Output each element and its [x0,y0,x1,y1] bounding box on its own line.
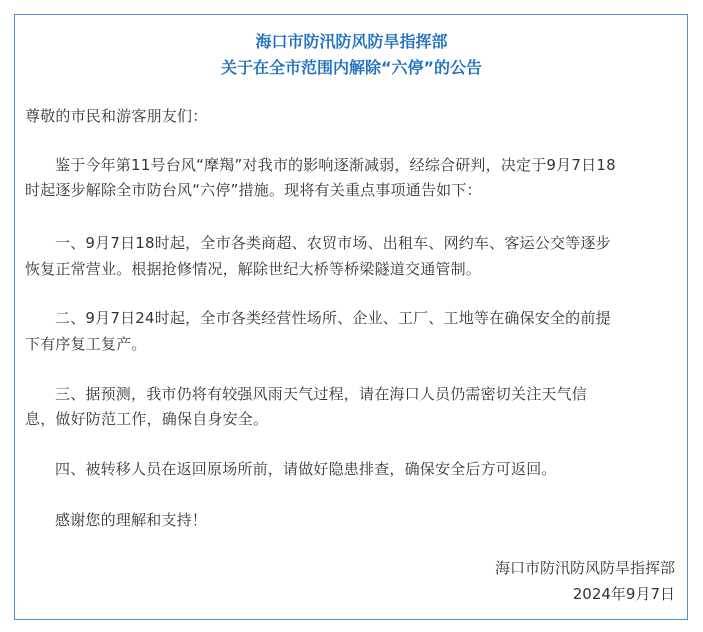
notice-title-issuer: 海口市防汛防风防旱指挥部 [255,32,448,51]
item-3-line2: 息，做好防范工作，确保自身安全。 [25,410,269,428]
signature-date: 2024年9月7日 [572,585,675,603]
item-1-line1: 一、9月7日18时起，全市各类商超、农贸市场、出租车、网约车、客运公交等逐步 [55,234,611,252]
intro-paragraph-line1: 鉴于今年第11号台风“摩羯”对我市的影响逐渐减弱，经综合研判，决定于9月7日18 [55,156,616,174]
item-2-line1: 二、9月7日24时起，全市各类经营性场所、企业、工厂、工地等在确保安全的前提 [55,309,611,327]
item-1-line2: 恢复正常营业。根据抢修情况，解除世纪大桥等桥梁隧道交通管制。 [25,260,482,278]
intro-paragraph-line2: 时起逐步解除全市防台风“六停”措施。现将有关重点事项通告如下： [25,181,482,199]
item-4: 四、被转移人员在返回原场所前，请做好隐患排查，确保安全后方可返回。 [55,460,557,478]
thanks-line: 感谢您的理解和支持！ [55,511,208,529]
item-3-line1: 三、据预测，我市仍将有较强风雨天气过程，请在海口人员仍需密切关注天气信 [55,385,588,403]
greeting: 尊敬的市民和游客朋友们： [25,107,208,125]
item-2-line2: 下有序复工复产。 [25,335,147,353]
signature-issuer: 海口市防汛防风防旱指挥部 [494,559,675,577]
notice-title-subject: 关于在全市范围内解除“六停”的公告 [220,58,483,77]
